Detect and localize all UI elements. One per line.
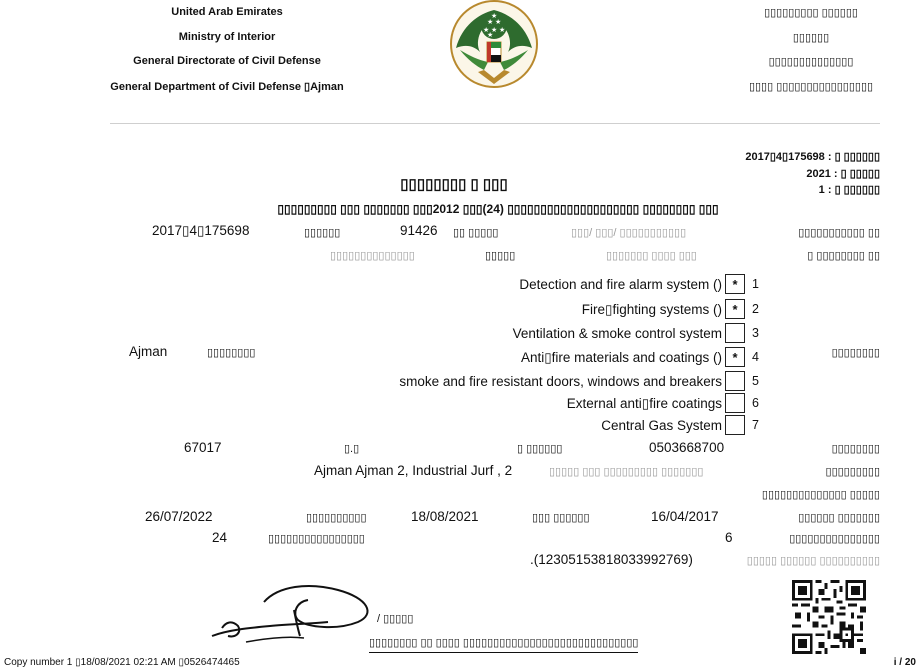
system-number: 3 xyxy=(752,326,759,340)
header-ministry: Ministry of Interior xyxy=(178,31,276,43)
emirate-right-label: ▯▯▯▯▯▯▯▯ xyxy=(831,347,880,359)
section-label: ▯▯▯▯▯▯▯▯▯▯▯▯▯▯ ▯▯▯▯▯ xyxy=(761,489,880,501)
system-number: 2 xyxy=(752,302,759,316)
system-number: 5 xyxy=(752,374,759,388)
svg-text:★: ★ xyxy=(491,26,498,34)
plot-label: ▯▯ ▯▯▯▯▯ xyxy=(453,227,499,239)
po-box-label: ▯.▯ xyxy=(344,443,360,455)
plot-number: 91426 xyxy=(400,223,438,238)
page-subtitle: ▯▯▯▯▯▯▯▯▯ ▯▯▯ ▯▯▯▯▯▯▯ ▯▯▯2012 ▯▯▯(24) ▯▯▯▯▯▯▯▯▯▯▯▯▯▯▯▯▯▯▯▯ ▯▯▯▯▯▯▯▯ ▯▯▯ xyxy=(277,202,719,216)
row2-label-4: ▯ ▯▯▯▯▯▯▯▯ ▯▯ xyxy=(807,250,880,262)
system-label: Fire▯fighting systems () xyxy=(581,302,722,317)
row2-label-3: ▯▯▯▯▯▯▯ ▯▯▯▯ ▯▯▯ xyxy=(606,250,697,262)
system-label: Detection and fire alarm system () xyxy=(519,277,722,292)
license-number: 2017▯4▯175698 xyxy=(152,223,250,238)
reference-number: 2017▯4▯175698 : ▯ ▯▯▯▯▯▯ xyxy=(745,151,880,163)
svg-text:★: ★ xyxy=(487,18,494,26)
address-right-label: ▯▯▯▯▯▯▯▯▯ xyxy=(825,466,880,478)
po-box-value: 67017 xyxy=(184,440,222,455)
system-number: 1 xyxy=(752,277,759,291)
issue-label: ▯▯▯ ▯▯▯▯▯▯ xyxy=(532,512,590,524)
system-number: 7 xyxy=(752,418,759,432)
system-checkbox xyxy=(725,323,745,343)
license-label: ▯▯▯▯▯▯ xyxy=(304,227,341,239)
footer-page-number: i / 20 xyxy=(893,657,916,668)
signature-slash-label: / ▯▯▯▯▯ xyxy=(377,613,414,625)
count-left-value: 24 xyxy=(212,530,228,545)
header-country: United Arab Emirates xyxy=(171,6,283,18)
system-checkbox: * xyxy=(725,274,745,294)
emirate-label: ▯▯▯▯▯▯▯▯ xyxy=(207,347,256,359)
count-right-value: 6 xyxy=(725,530,733,545)
contact-right-label: ▯▯▯▯▯▯▯▯ xyxy=(831,443,880,455)
svg-text:★: ★ xyxy=(491,12,498,20)
serial-number: .(12305153818033992769) xyxy=(530,552,693,567)
svg-text:★: ★ xyxy=(487,31,494,39)
system-label: Anti▯fire materials and coatings () xyxy=(520,350,722,365)
count-left-label: ▯▯▯▯▯▯▯▯▯▯▯▯▯▯▯▯ xyxy=(268,533,365,545)
officer-line: ▯▯▯▯▯▯▯▯ ▯▯ ▯▯▯▯ ▯▯▯▯▯▯▯▯▯▯▯▯▯▯▯▯▯▯▯▯▯▯▯▯▯▯▯▯▯ xyxy=(369,636,638,653)
page-title: ▯▯▯▯▯▯▯▯ ▯ ▯▯▯ xyxy=(400,176,508,193)
system-label: Central Gas System xyxy=(601,418,722,433)
emirate-value: Ajman xyxy=(129,344,168,359)
header-ar-ministry: ▯▯▯▯▯▯ xyxy=(792,32,830,44)
row2-label-1: ▯▯▯▯▯▯▯▯▯▯▯▯▯▯ xyxy=(330,250,415,262)
system-checkbox: * xyxy=(725,347,745,367)
uae-falcon-emblem-icon xyxy=(448,0,540,90)
system-label: External anti▯fire coatings xyxy=(566,396,722,411)
header-divider xyxy=(110,123,880,124)
issue-date: 18/08/2021 xyxy=(411,509,479,524)
type-label: ▯▯▯/ ▯▯▯/ ▯▯▯▯▯▯▯▯▯▯▯ xyxy=(571,227,687,239)
copy-number: 1 : ▯ ▯▯▯▯▯▯ xyxy=(818,184,880,196)
system-label: Ventilation & smoke control system xyxy=(512,326,722,341)
count-right-label: ▯▯▯▯▯▯▯▯▯▯▯▯▯▯▯ xyxy=(789,533,880,545)
header-ar-department: ▯▯▯▯ ▯▯▯▯▯▯▯▯▯▯▯▯▯▯▯▯ xyxy=(748,81,874,93)
system-number: 6 xyxy=(752,396,759,410)
system-number: 4 xyxy=(752,350,759,364)
header-directorate: General Directorate of Civil Defense xyxy=(133,55,321,67)
first-issue-label: ▯▯▯▯▯▯ ▯▯▯▯▯▯▯ xyxy=(798,512,880,524)
handwritten-signature-icon xyxy=(208,580,378,650)
first-issue-date: 16/04/2017 xyxy=(651,509,719,524)
svg-text:★: ★ xyxy=(483,26,490,34)
header-ar-country: ▯▯▯▯▯▯▯▯▯ ▯▯▯▯▯▯ xyxy=(764,7,858,19)
system-checkbox: * xyxy=(725,299,745,319)
row1-right-label: ▯▯▯▯▯▯▯▯▯▯▯ ▯▯ xyxy=(798,227,880,239)
expiry-label: ▯▯▯▯▯▯▯▯▯▯ xyxy=(306,512,367,524)
svg-text:★: ★ xyxy=(495,18,502,26)
phone-value: 0503668700 xyxy=(649,440,725,455)
expiry-date: 26/07/2022 xyxy=(145,509,213,524)
row2-label-2: ▯▯▯▯▯ xyxy=(485,250,516,262)
footer-copy-info: Copy number 1 ▯18/08/2021 02:21 AM ▯0526474465 xyxy=(4,657,240,668)
header-department: General Department of Civil Defense ▯Ajman xyxy=(110,81,344,93)
certificate-year: 2021 : ▯ ▯▯▯▯▯ xyxy=(806,168,880,180)
header-ar-directorate: ▯▯▯▯▯▯▯▯▯▯▯▯▯▯ xyxy=(768,56,854,68)
system-checkbox xyxy=(725,371,745,391)
address-gray-label: ▯▯▯▯▯ ▯▯▯ ▯▯▯▯▯▯▯▯▯ ▯▯▯▯▯▯▯ xyxy=(549,466,704,478)
address-value: Ajman Ajman 2, Industrial Jurf , 2 xyxy=(314,463,513,478)
svg-text:★: ★ xyxy=(499,26,506,34)
system-label: smoke and fire resistant doors, windows and breakers xyxy=(399,374,722,389)
system-checkbox xyxy=(725,415,745,435)
system-checkbox xyxy=(725,393,745,413)
serial-label: ▯▯▯▯▯ ▯▯▯▯▯▯ ▯▯▯▯▯▯▯▯▯▯ xyxy=(746,555,880,567)
phone-label: ▯ ▯▯▯▯▯▯ xyxy=(517,443,563,455)
qr-code-icon xyxy=(792,580,866,654)
